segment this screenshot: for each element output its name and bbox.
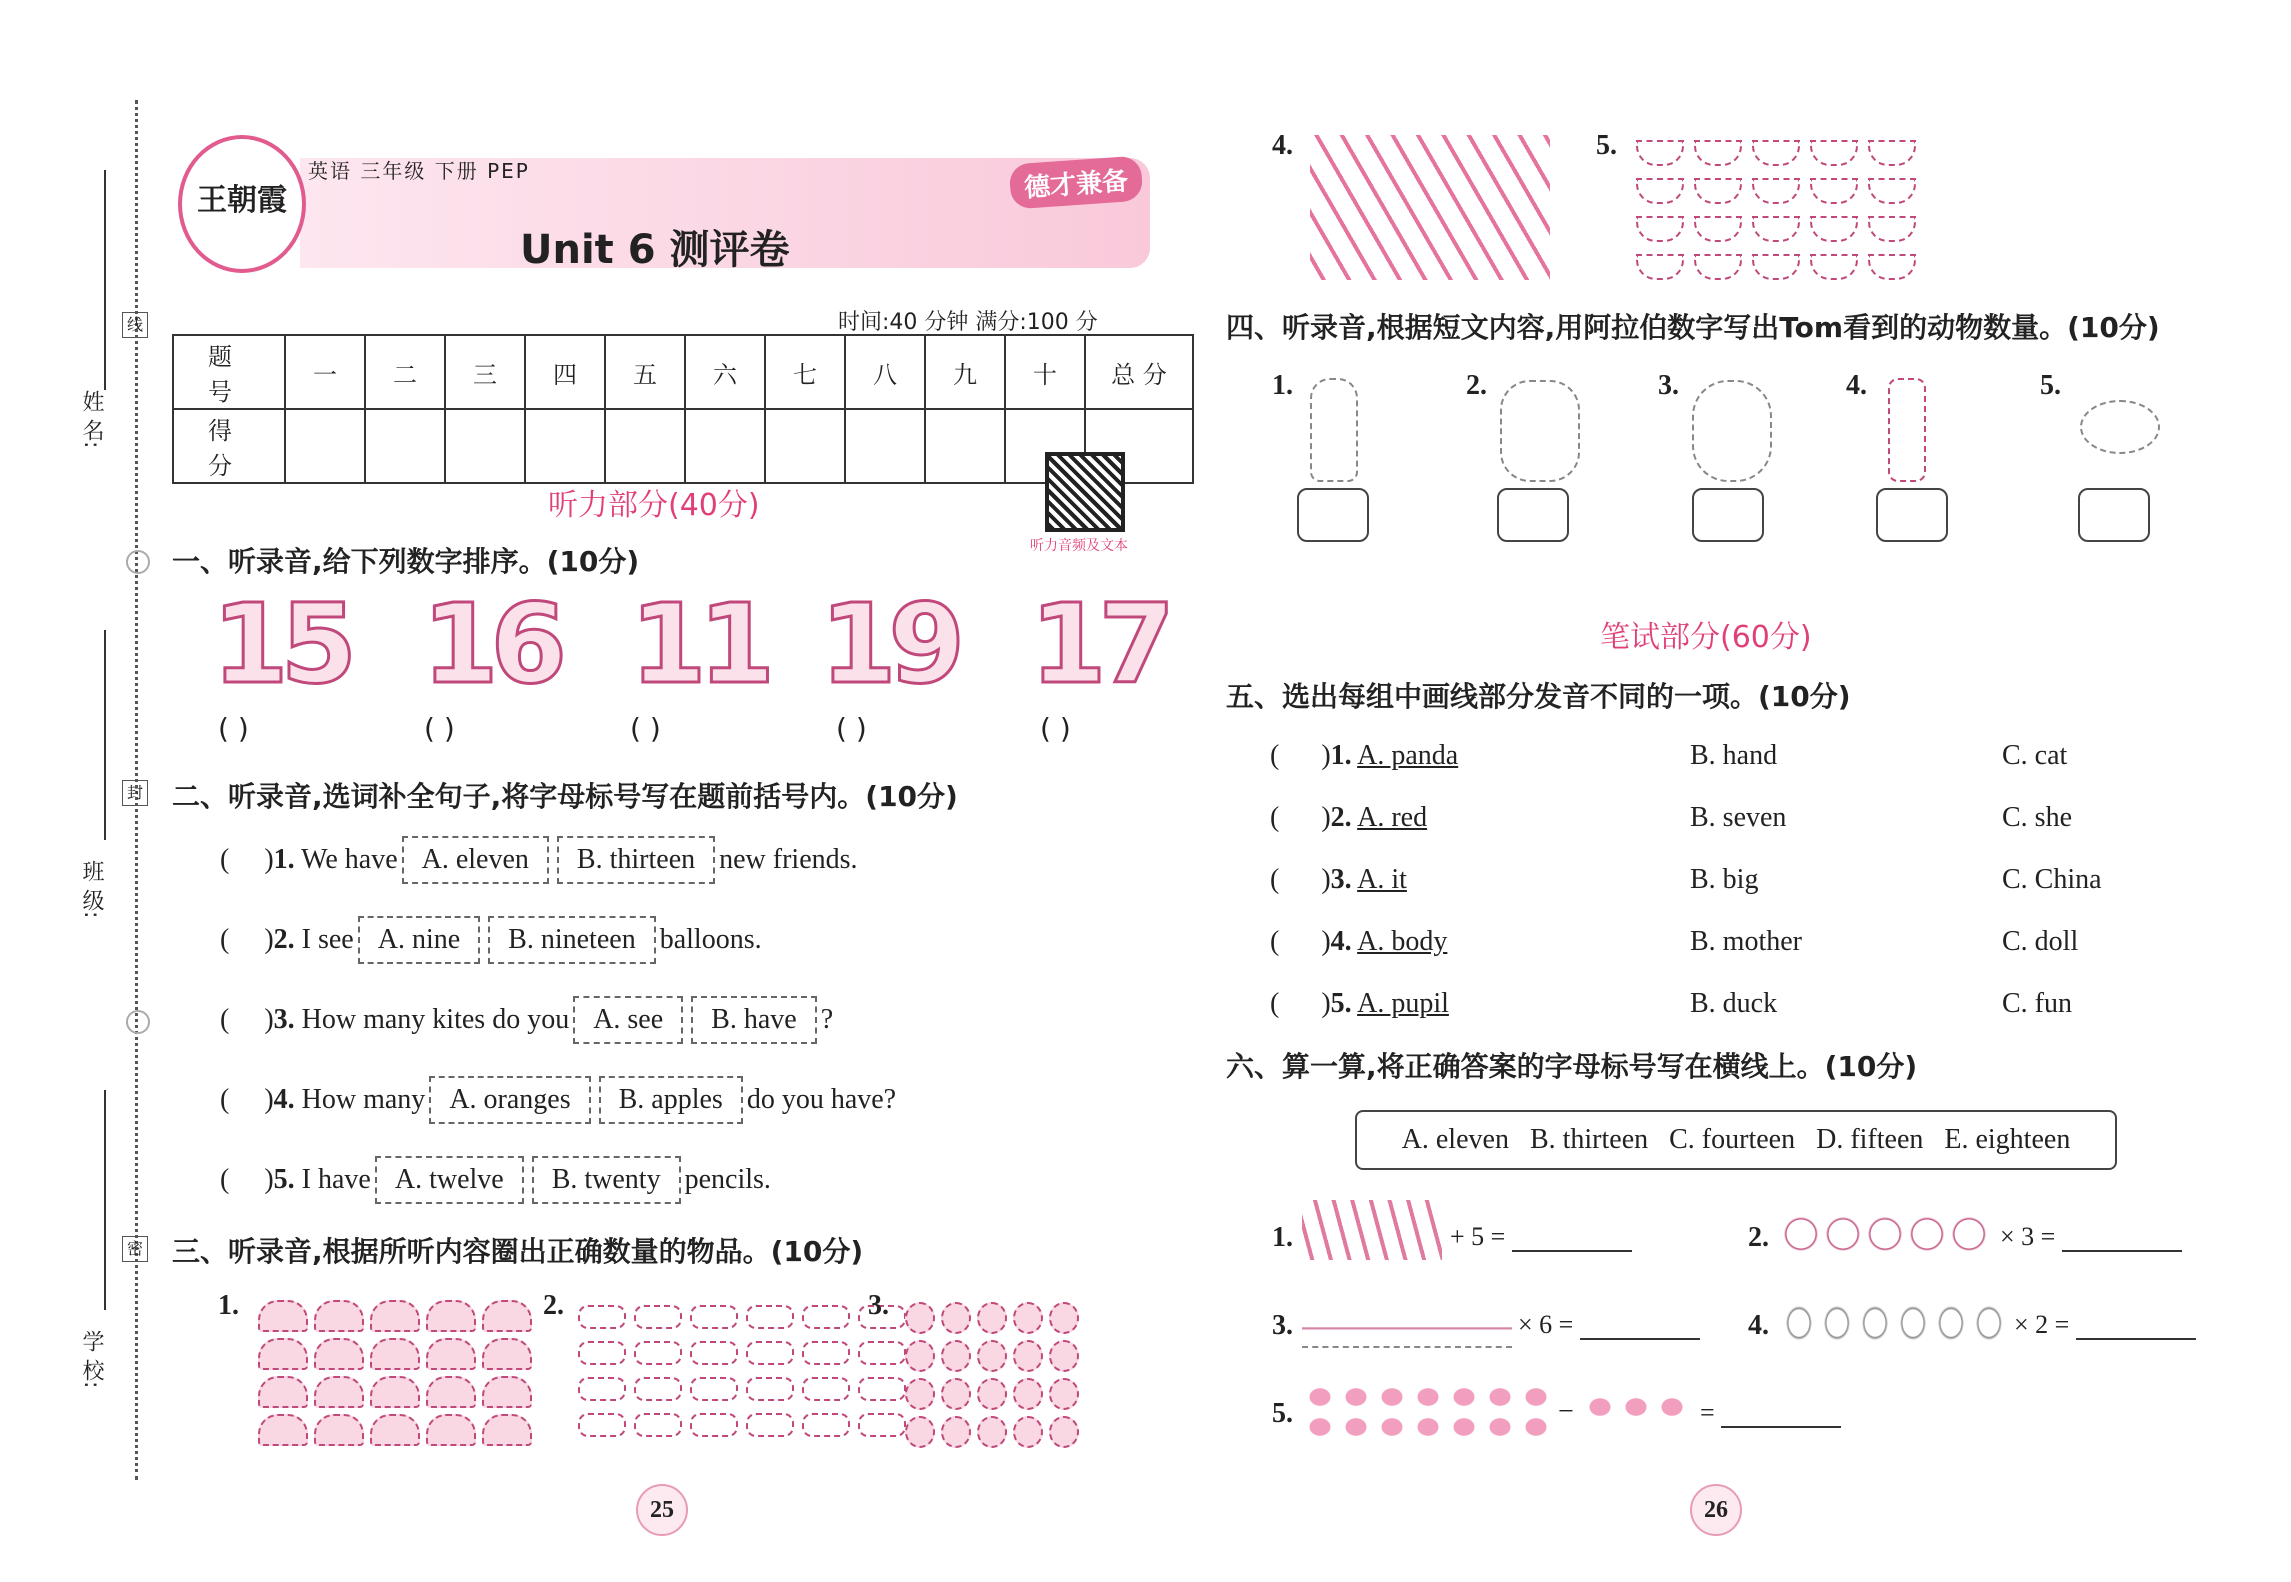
- sec4-title: 四、听录音,根据短文内容,用阿拉伯数字写出Tom看到的动物数量。(10分): [1226, 311, 2160, 344]
- caps-grid[interactable]: [258, 1300, 532, 1446]
- sec2-item: ( )5. I have A. twelve B. twenty pencils.: [220, 1156, 771, 1204]
- item-label: 4.: [1846, 370, 1867, 401]
- cap-icon: [370, 1338, 420, 1370]
- logo-text: 王朝霞: [197, 183, 287, 218]
- page-number-right: 26: [1690, 1484, 1742, 1536]
- class-line: [104, 630, 106, 840]
- car-icon: [858, 1413, 906, 1437]
- cap-icon: [426, 1300, 476, 1332]
- option-a: A. eleven: [402, 836, 549, 884]
- score-input[interactable]: [605, 409, 685, 483]
- answer-blank[interactable]: [1512, 1224, 1632, 1252]
- item-pre: We have: [301, 844, 398, 875]
- sec2-item: ( )1. We have A. eleven B. thirteen new friends.: [220, 836, 858, 884]
- answer-blank[interactable]: [2062, 1224, 2182, 1252]
- margin-mark-1: 线: [122, 312, 148, 338]
- score-cell: 三: [445, 335, 525, 409]
- qr-caption: 听力音频及文本: [1030, 538, 1128, 554]
- sec2-item: ( )4. How many A. oranges B. apples do you have?: [220, 1076, 896, 1124]
- option-c: C. fun: [2002, 988, 2072, 1019]
- subject-line: 英语 三年级 下册 PEP: [308, 159, 530, 183]
- score-table: [172, 334, 1194, 484]
- answer-box[interactable]: [1497, 488, 1569, 542]
- score-cell: 八: [845, 335, 925, 409]
- rabbit-icon: [1310, 378, 1358, 482]
- score-input[interactable]: [925, 409, 1005, 483]
- boat-icon: [1636, 216, 1684, 242]
- item-num: 3.: [1330, 864, 1352, 895]
- score-cell: 总 分: [1085, 335, 1193, 409]
- cap-icon: [258, 1414, 308, 1446]
- item-num: 5.: [273, 1164, 295, 1195]
- car-icon: [802, 1413, 850, 1437]
- apple-icon: [905, 1302, 935, 1334]
- item-label: 3.: [868, 1290, 889, 1321]
- item-num: 2.: [273, 924, 295, 955]
- option-b: B. hand: [1690, 740, 1778, 771]
- car-icon: [690, 1413, 738, 1437]
- boat-icon: [1810, 254, 1858, 280]
- answer-paren[interactable]: ( ): [424, 712, 455, 745]
- item-num: 4.: [1330, 926, 1352, 957]
- number-15: 15: [212, 580, 350, 708]
- item-label: 4.: [1272, 130, 1293, 161]
- car-icon: [802, 1341, 850, 1365]
- option-b: B. apples: [599, 1076, 743, 1124]
- car-icon: [634, 1305, 682, 1329]
- logo: [178, 135, 306, 273]
- ducks-icon: [1780, 1298, 2008, 1348]
- apple-icon: [905, 1340, 935, 1372]
- car-icon: [858, 1377, 906, 1401]
- item-label: 5.: [1272, 1398, 1293, 1429]
- cap-icon: [482, 1414, 532, 1446]
- expr-text: × 3 =: [2000, 1222, 2056, 1251]
- sec5-title: 五、选出每组中画线部分发音不同的一项。(10分): [1226, 680, 1851, 713]
- item-post: pencils.: [684, 1164, 771, 1195]
- score-cell: 二: [365, 335, 445, 409]
- sec2-title: 二、听录音,选词补全句子,将字母标号写在题前括号内。(10分): [172, 780, 958, 813]
- sec5-row: ( )1. A. panda: [1270, 740, 1459, 771]
- hole-icon: [126, 1010, 150, 1034]
- item-label: 1.: [1272, 370, 1293, 401]
- car-icon: [690, 1341, 738, 1365]
- answer-box[interactable]: [1297, 488, 1369, 542]
- qr-code: [1045, 452, 1125, 532]
- boat-icon: [1694, 216, 1742, 242]
- apple-icon: [905, 1378, 935, 1410]
- score-input[interactable]: [525, 409, 605, 483]
- apple-icon: [941, 1378, 971, 1410]
- item-post: new friends.: [719, 844, 858, 875]
- option-b: B. mother: [1690, 926, 1802, 957]
- score-input[interactable]: [845, 409, 925, 483]
- item-num: 5.: [1330, 988, 1352, 1019]
- item-pre: I see: [301, 924, 354, 955]
- number-19: 19: [820, 580, 958, 708]
- car-icon: [746, 1341, 794, 1365]
- item-post: do you have?: [746, 1084, 897, 1115]
- time-info: 时间:40 分钟 满分:100 分: [838, 310, 1098, 335]
- cap-icon: [258, 1300, 308, 1332]
- strawberries-icon: [1302, 1382, 1552, 1442]
- badge: 德才兼备: [1009, 155, 1144, 209]
- math-expr: [2014, 1310, 2196, 1340]
- car-icon: [746, 1305, 794, 1329]
- math-expr: [1700, 1398, 1841, 1428]
- cap-icon: [426, 1414, 476, 1446]
- page-title: Unit 6 测评卷: [520, 227, 790, 273]
- option-a: A. panda: [1357, 740, 1459, 771]
- car-icon: [802, 1305, 850, 1329]
- options-box: A. eleven B. thirteen C. fourteen D. fifteen E. eighteen: [1355, 1110, 2117, 1170]
- apple-icon: [1049, 1302, 1079, 1334]
- sec6-title: 六、算一算,将正确答案的字母标号写在横线上。(10分): [1226, 1050, 1918, 1083]
- car-icon: [746, 1377, 794, 1401]
- score-cell: 六: [685, 335, 765, 409]
- answer-blank[interactable]: [1580, 1312, 1700, 1340]
- margin-mark-2: 封: [122, 780, 148, 806]
- boat-icon: [1868, 140, 1916, 166]
- item-label: 2.: [543, 1290, 564, 1321]
- pencils-icon: [1302, 1200, 1442, 1260]
- cap-icon: [314, 1338, 364, 1370]
- option-c: C. she: [2002, 802, 2072, 833]
- pencils-group[interactable]: [1310, 135, 1550, 280]
- expr-text: + 5 =: [1450, 1222, 1506, 1251]
- option-a: A. pupil: [1357, 988, 1449, 1019]
- item-num: 4.: [273, 1084, 295, 1115]
- car-icon: [634, 1341, 682, 1365]
- apples-grid[interactable]: [905, 1302, 1079, 1448]
- boat-icon: [1636, 178, 1684, 204]
- score-input[interactable]: [765, 409, 845, 483]
- answer-paren[interactable]: ( ): [630, 712, 661, 745]
- strawberries-small-icon: [1582, 1392, 1692, 1422]
- item-label: 5.: [1596, 130, 1617, 161]
- item-post: ?: [820, 1004, 834, 1035]
- apple-icon: [1013, 1340, 1043, 1372]
- item-label: 1.: [1272, 1222, 1293, 1253]
- cap-icon: [258, 1376, 308, 1408]
- boat-icon: [1636, 140, 1684, 166]
- score-input[interactable]: [445, 409, 525, 483]
- apple-icon: [977, 1340, 1007, 1372]
- option-b: B. nineteen: [488, 916, 656, 964]
- boat-icon: [1752, 178, 1800, 204]
- apple-icon: [1049, 1416, 1079, 1448]
- hole-icon: [126, 550, 150, 574]
- sec5-row: ( )4. A. body: [1270, 926, 1448, 957]
- score-cell: 一: [285, 335, 365, 409]
- score-cell: 四: [525, 335, 605, 409]
- boat-icon: [1868, 216, 1916, 242]
- answer-box[interactable]: [1876, 488, 1948, 542]
- boat-icon: [1810, 140, 1858, 166]
- car-icon: [578, 1341, 626, 1365]
- apple-icon: [1013, 1378, 1043, 1410]
- answer-box[interactable]: [1692, 488, 1764, 542]
- expr-text: × 6 =: [1518, 1310, 1574, 1339]
- item-num: 1.: [1330, 740, 1352, 771]
- boat-icon: [1752, 140, 1800, 166]
- option-a: A. see: [573, 996, 683, 1044]
- car-icon: [578, 1377, 626, 1401]
- answer-box[interactable]: [2078, 488, 2150, 542]
- item-label: 5.: [2040, 370, 2061, 401]
- item-num: 3.: [273, 1004, 295, 1035]
- sec1-title: 一、听录音,给下列数字排序。(10分): [172, 545, 640, 578]
- option-a: A. twelve: [375, 1156, 524, 1204]
- option-c: C. cat: [2002, 740, 2068, 771]
- name-label: 姓 名:: [79, 390, 104, 449]
- answer-paren[interactable]: ( ): [1040, 712, 1071, 745]
- car-icon: [802, 1377, 850, 1401]
- cap-icon: [482, 1300, 532, 1332]
- option-c: C. China: [2002, 864, 2102, 895]
- boat-icon: [1636, 254, 1684, 280]
- listening-title: 听力部分(40分): [548, 488, 760, 523]
- option-a: A. nine: [358, 916, 480, 964]
- apple-icon: [977, 1416, 1007, 1448]
- cap-icon: [314, 1414, 364, 1446]
- giraffe-icon: [1888, 378, 1926, 482]
- sec5-row: ( )3. A. it: [1270, 864, 1407, 895]
- cars-grid[interactable]: [578, 1305, 906, 1437]
- cap-icon: [482, 1376, 532, 1408]
- car-icon: [578, 1413, 626, 1437]
- boat-icon: [1752, 254, 1800, 280]
- sec3-title: 三、听录音,根据所听内容圈出正确数量的物品。(10分): [172, 1235, 864, 1268]
- item-post: balloons.: [659, 924, 762, 955]
- apple-icon: [977, 1378, 1007, 1410]
- score-cell: 题 号: [173, 335, 285, 409]
- item-label: 1.: [218, 1290, 239, 1321]
- item-label: 3.: [1272, 1310, 1293, 1341]
- cap-icon: [314, 1300, 364, 1332]
- item-label: 3.: [1658, 370, 1679, 401]
- expr-text: =: [1700, 1398, 1715, 1427]
- sec5-row: ( )2. A. red: [1270, 802, 1428, 833]
- cap-icon: [314, 1376, 364, 1408]
- number-11: 11: [630, 580, 768, 708]
- item-num: 1.: [273, 844, 295, 875]
- school-line: [104, 1090, 106, 1310]
- option-a: A. red: [1357, 802, 1428, 833]
- item-pre: How many kites do you: [301, 1004, 570, 1035]
- expr-text: × 2 =: [2014, 1310, 2070, 1339]
- school-label: 学 校:: [79, 1330, 104, 1389]
- answer-paren[interactable]: ( ): [218, 712, 249, 745]
- apple-icon: [977, 1302, 1007, 1334]
- cap-icon: [370, 1300, 420, 1332]
- boat-icon: [1810, 178, 1858, 204]
- sec2-item: ( )3. How many kites do you A. see B. have ?: [220, 996, 833, 1044]
- apple-icon: [941, 1302, 971, 1334]
- item-label: 2.: [1748, 1222, 1769, 1253]
- boat-icon: [1694, 254, 1742, 280]
- car-icon: [690, 1377, 738, 1401]
- score-input[interactable]: [365, 409, 445, 483]
- item-pre: I have: [301, 1164, 371, 1195]
- car-icon: [634, 1413, 682, 1437]
- score-cell: 七: [765, 335, 845, 409]
- boat-icon: [1694, 178, 1742, 204]
- cap-icon: [426, 1376, 476, 1408]
- car-icon: [690, 1305, 738, 1329]
- score-cell: 得 分: [173, 409, 285, 483]
- item-label: 4.: [1748, 1310, 1769, 1341]
- written-title: 笔试部分(60分): [1600, 620, 1812, 655]
- score-header-row: [173, 335, 1193, 409]
- option-b: B. seven: [1690, 802, 1787, 833]
- car-icon: [578, 1305, 626, 1329]
- answer-paren[interactable]: ( ): [836, 712, 867, 745]
- score-cell: 十: [1005, 335, 1085, 409]
- number-17: 17: [1030, 580, 1168, 708]
- car-icon: [746, 1413, 794, 1437]
- score-cell: 五: [605, 335, 685, 409]
- boat-icon: [1694, 140, 1742, 166]
- item-label: 2.: [1466, 370, 1487, 401]
- apple-icon: [1049, 1378, 1079, 1410]
- option-b: B. have: [691, 996, 817, 1044]
- apple-icon: [1013, 1416, 1043, 1448]
- boat-icon: [1752, 216, 1800, 242]
- boat-icon: [1868, 254, 1916, 280]
- pears-icon: [1780, 1206, 1990, 1262]
- class-label: 班 级:: [79, 860, 104, 919]
- apple-icon: [1013, 1302, 1043, 1334]
- car-icon: [634, 1377, 682, 1401]
- minus-sign: −: [1558, 1396, 1574, 1427]
- score-input[interactable]: [685, 409, 765, 483]
- answer-blank[interactable]: [2076, 1312, 2196, 1340]
- boat-icon: [1810, 216, 1858, 242]
- fish-icon: [2080, 400, 2160, 454]
- math-expr: [2000, 1222, 2182, 1252]
- option-b: B. duck: [1690, 988, 1778, 1019]
- cap-icon: [426, 1338, 476, 1370]
- item-num: 2.: [1330, 802, 1352, 833]
- item-pre: How many: [301, 1084, 426, 1115]
- apple-icon: [905, 1416, 935, 1448]
- name-line: [104, 170, 106, 390]
- margin-mark-3: 密: [122, 1236, 148, 1262]
- math-expr: [1518, 1310, 1700, 1340]
- boats-icon: [1302, 1300, 1512, 1348]
- score-cell: 九: [925, 335, 1005, 409]
- apple-icon: [1049, 1340, 1079, 1372]
- option-b: B. big: [1690, 864, 1759, 895]
- boat-icon: [1868, 178, 1916, 204]
- score-value-row: [173, 409, 1193, 483]
- cap-icon: [370, 1414, 420, 1446]
- monkey-icon: [1692, 380, 1772, 482]
- option-b: B. twenty: [532, 1156, 681, 1204]
- cap-icon: [370, 1376, 420, 1408]
- apple-icon: [941, 1416, 971, 1448]
- score-input[interactable]: [285, 409, 365, 483]
- option-a: A. body: [1357, 926, 1448, 957]
- number-16: 16: [422, 580, 560, 708]
- option-c: C. doll: [2002, 926, 2079, 957]
- page-number-left: 25: [636, 1484, 688, 1536]
- apple-icon: [941, 1340, 971, 1372]
- boats-grid[interactable]: [1636, 140, 1916, 280]
- option-a: A. oranges: [429, 1076, 590, 1124]
- sec2-item: ( )2. I see A. nine B. nineteen balloons.: [220, 916, 762, 964]
- math-expr: [1450, 1222, 1632, 1252]
- tiger-icon: [1500, 380, 1580, 482]
- car-icon: [858, 1341, 906, 1365]
- answer-blank[interactable]: [1721, 1400, 1841, 1428]
- cap-icon: [482, 1338, 532, 1370]
- option-b: B. thirteen: [557, 836, 715, 884]
- option-a: A. it: [1357, 864, 1407, 895]
- sec5-row: ( )5. A. pupil: [1270, 988, 1449, 1019]
- cap-icon: [258, 1338, 308, 1370]
